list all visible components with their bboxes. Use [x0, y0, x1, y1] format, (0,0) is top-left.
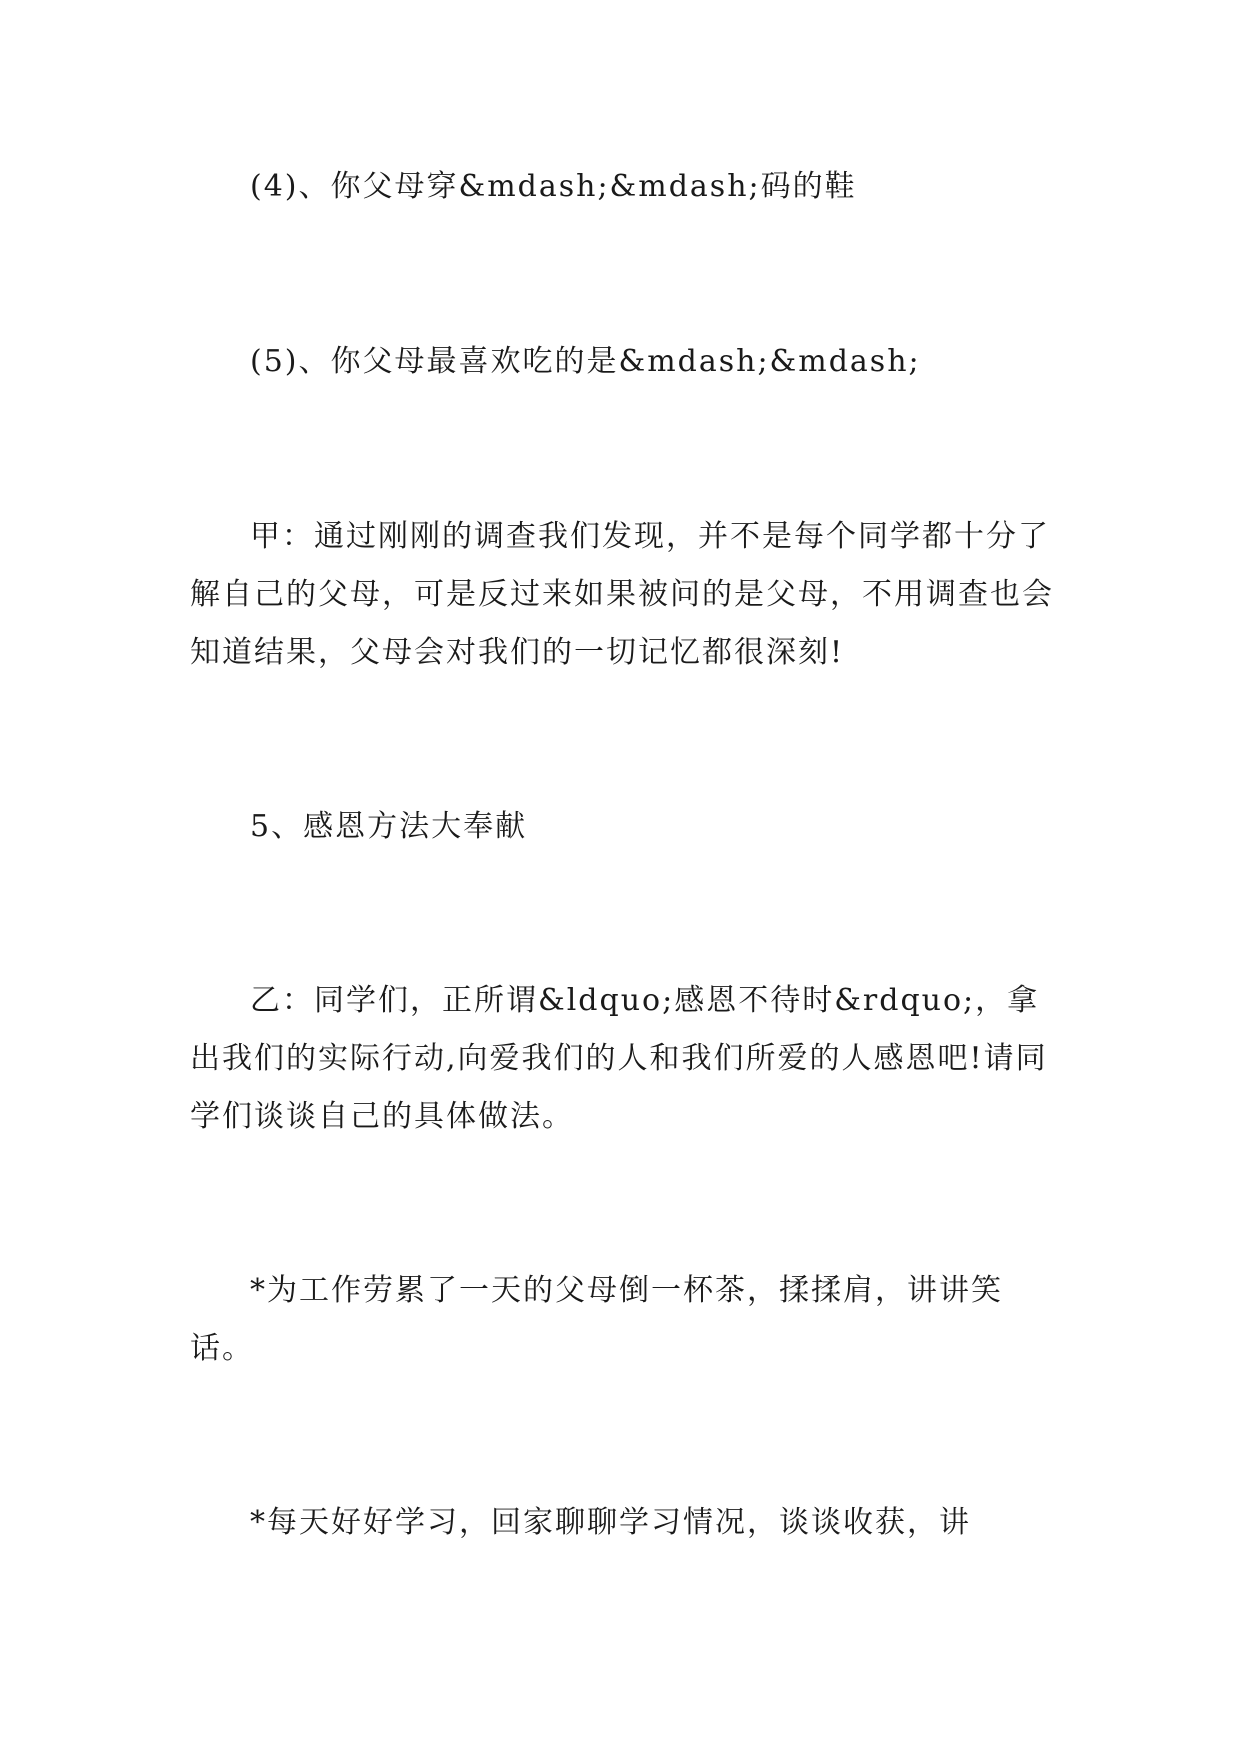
list-item-tea: *为工作劳累了一天的父母倒一杯茶，揉揉肩，讲讲笑话。 [190, 1273, 1003, 1366]
paragraph-yi-speech: 乙：同学们，正所谓&ldquo;感恩不待时&rdquo;，拿出我们的实际行动,向爱我们的人和我们所爱的人感恩吧!请同学们谈谈自己的具体做法。 [190, 983, 1048, 1134]
paragraph-jia-speech: 甲：通过刚刚的调查我们发现，并不是每个同学都十分了解自己的父母，可是反过来如果被问的是父母，不用调查也会知道结果，父母会对我们的一切记忆都很深刻! [190, 519, 1054, 670]
paragraph-question-4: (4)、你父母穿&mdash;&mdash;码的鞋 [250, 169, 857, 204]
list-item-study: *每天好好学习，回家聊聊学习情况，谈谈收获，讲 [250, 1505, 971, 1540]
section-heading-5: 5、感恩方法大奉献 [250, 809, 528, 844]
paragraph-question-5: (5)、你父母最喜欢吃的是&mdash;&mdash; [250, 344, 921, 379]
